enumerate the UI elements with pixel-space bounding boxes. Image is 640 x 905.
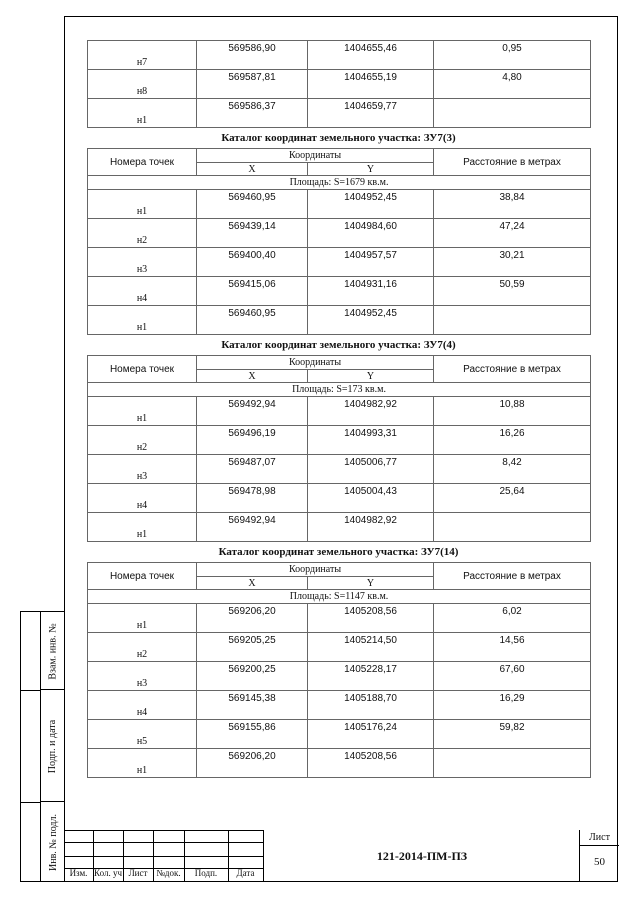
distance: 0,95 xyxy=(434,41,591,70)
coord-x: 569460,95 xyxy=(197,190,308,219)
coord-y: 1405006,77 xyxy=(308,455,434,484)
coord-y: 1404952,45 xyxy=(308,306,434,335)
point-name: н5 xyxy=(88,720,197,749)
header-x: X xyxy=(197,577,308,590)
point-name: н1 xyxy=(88,513,197,542)
coord-y: 1404982,92 xyxy=(308,397,434,426)
table-row xyxy=(88,190,591,219)
coord-y: 1404659,77 xyxy=(308,99,434,128)
coord-x: 569415,06 xyxy=(197,277,308,306)
coord-y: 1405208,56 xyxy=(308,749,434,778)
coord-x: 569439,14 xyxy=(197,219,308,248)
coord-x: 569206,20 xyxy=(197,604,308,633)
coord-y: 1405214,50 xyxy=(308,633,434,662)
point-name: н7 xyxy=(88,41,197,70)
table-row xyxy=(88,604,591,633)
stamp-col-label: Изм. xyxy=(69,868,88,878)
distance: 14,56 xyxy=(434,633,591,662)
point-name: н1 xyxy=(88,190,197,219)
area-row: Площадь: S=173 кв.м. xyxy=(88,383,591,397)
header-points: Номера точек xyxy=(88,563,197,590)
document-code: 121-2014-ПМ-ПЗ xyxy=(263,830,580,882)
point-name: н1 xyxy=(88,604,197,633)
header-points: Номера точек xyxy=(88,356,197,383)
table-row xyxy=(88,749,591,778)
coord-x: 569587,81 xyxy=(197,70,308,99)
distance: 8,42 xyxy=(434,455,591,484)
table-row xyxy=(88,633,591,662)
table-row xyxy=(88,277,591,306)
distance: 16,29 xyxy=(434,691,591,720)
sheet-label: Лист xyxy=(589,832,610,843)
distance: 25,64 xyxy=(434,484,591,513)
coord-y: 1404984,60 xyxy=(308,219,434,248)
point-name: н4 xyxy=(88,484,197,513)
header-dist: Расстояние в метрах xyxy=(434,149,591,176)
distance: 47,24 xyxy=(434,219,591,248)
coord-y: 1404993,31 xyxy=(308,426,434,455)
coord-x: 569460,95 xyxy=(197,306,308,335)
header-points: Номера точек xyxy=(88,149,197,176)
coord-x: 569145,38 xyxy=(197,691,308,720)
side-inv: Инв. № подл. xyxy=(47,813,59,871)
coord-y: 1404982,92 xyxy=(308,513,434,542)
side-vzam: Взам. инв. № xyxy=(47,622,59,680)
table-row xyxy=(88,484,591,513)
distance xyxy=(434,749,591,778)
catalog-title: Каталог координат земельного участка: ЗУ7(3) xyxy=(221,132,456,144)
coord-x: 569400,40 xyxy=(197,248,308,277)
coord-y: 1404931,16 xyxy=(308,277,434,306)
header-x: X xyxy=(197,163,308,176)
coord-y: 1404655,46 xyxy=(308,41,434,70)
header-dist: Расстояние в метрах xyxy=(434,356,591,383)
coordinate-table xyxy=(87,562,591,778)
header-x: X xyxy=(197,370,308,383)
coord-x: 569586,37 xyxy=(197,99,308,128)
point-name: н4 xyxy=(88,277,197,306)
table-row xyxy=(88,70,591,99)
point-name: н3 xyxy=(88,662,197,691)
table-row xyxy=(88,99,591,128)
sheet-number: 50 xyxy=(594,856,605,868)
point-name: н1 xyxy=(88,397,197,426)
coord-x: 569478,98 xyxy=(197,484,308,513)
header-coords: Координаты xyxy=(197,149,434,163)
header-coords: Координаты xyxy=(197,356,434,370)
distance: 59,82 xyxy=(434,720,591,749)
header-y: Y xyxy=(308,163,434,176)
coordinate-table xyxy=(87,148,591,335)
coord-x: 569155,86 xyxy=(197,720,308,749)
distance: 50,59 xyxy=(434,277,591,306)
coord-y: 1405176,24 xyxy=(308,720,434,749)
coord-y: 1405228,17 xyxy=(308,662,434,691)
point-name: н2 xyxy=(88,633,197,662)
coord-y: 1405208,56 xyxy=(308,604,434,633)
catalog-title: Каталог координат земельного участка: ЗУ7(4) xyxy=(221,339,456,351)
point-name: н8 xyxy=(88,70,197,99)
sheet-box xyxy=(579,830,619,882)
coord-x: 569492,94 xyxy=(197,397,308,426)
coord-y: 1405004,43 xyxy=(308,484,434,513)
distance: 4,80 xyxy=(434,70,591,99)
header-dist: Расстояние в метрах xyxy=(434,563,591,590)
table-row xyxy=(88,397,591,426)
point-name: н1 xyxy=(88,749,197,778)
point-name: н2 xyxy=(88,426,197,455)
table-row xyxy=(88,662,591,691)
table-row xyxy=(88,306,591,335)
point-name: н3 xyxy=(88,455,197,484)
distance: 10,88 xyxy=(434,397,591,426)
table-row xyxy=(88,426,591,455)
table-row xyxy=(88,455,591,484)
distance: 38,84 xyxy=(434,190,591,219)
point-name: н4 xyxy=(88,691,197,720)
distance xyxy=(434,513,591,542)
stamp-col-label: Лист xyxy=(128,868,148,878)
stamp-col-label: Кол. уч xyxy=(94,868,122,878)
header-coords: Координаты xyxy=(197,563,434,577)
title-block xyxy=(64,830,618,882)
stamp-col-label: Подп. xyxy=(194,868,218,878)
coord-y: 1405188,70 xyxy=(308,691,434,720)
coordinate-table xyxy=(87,355,591,542)
distance xyxy=(434,99,591,128)
distance: 67,60 xyxy=(434,662,591,691)
table-row xyxy=(88,248,591,277)
point-name: н3 xyxy=(88,248,197,277)
side-stamp-outer xyxy=(20,611,40,882)
point-name: н1 xyxy=(88,306,197,335)
coord-y: 1404952,45 xyxy=(308,190,434,219)
table-row xyxy=(88,720,591,749)
table-row xyxy=(88,219,591,248)
coord-y: 1404655,19 xyxy=(308,70,434,99)
distance: 6,02 xyxy=(434,604,591,633)
coord-x: 569496,19 xyxy=(197,426,308,455)
catalog-title: Каталог координат земельного участка: ЗУ7(14) xyxy=(218,546,459,558)
header-y: Y xyxy=(308,370,434,383)
header-y: Y xyxy=(308,577,434,590)
coord-x: 569487,07 xyxy=(197,455,308,484)
coord-x: 569200,25 xyxy=(197,662,308,691)
table-row xyxy=(88,513,591,542)
side-podp: Подп. и дата xyxy=(47,719,59,773)
area-row: Площадь: S=1679 кв.м. xyxy=(88,176,591,190)
area-row: Площадь: S=1147 кв.м. xyxy=(88,590,591,604)
coord-x: 569492,94 xyxy=(197,513,308,542)
coord-x: 569586,90 xyxy=(197,41,308,70)
stamp-col-label: Дата xyxy=(236,868,255,878)
coord-x: 569206,20 xyxy=(197,749,308,778)
coord-x: 569205,25 xyxy=(197,633,308,662)
side-stamp xyxy=(40,611,64,882)
stamp-col-label: №док. xyxy=(156,868,181,878)
table-row xyxy=(88,41,591,70)
coordinate-table xyxy=(87,40,591,128)
distance: 16,26 xyxy=(434,426,591,455)
table-row xyxy=(88,691,591,720)
distance: 30,21 xyxy=(434,248,591,277)
distance xyxy=(434,306,591,335)
coord-y: 1404957,57 xyxy=(308,248,434,277)
point-name: н2 xyxy=(88,219,197,248)
catalog-content xyxy=(87,40,590,778)
point-name: н1 xyxy=(88,99,197,128)
